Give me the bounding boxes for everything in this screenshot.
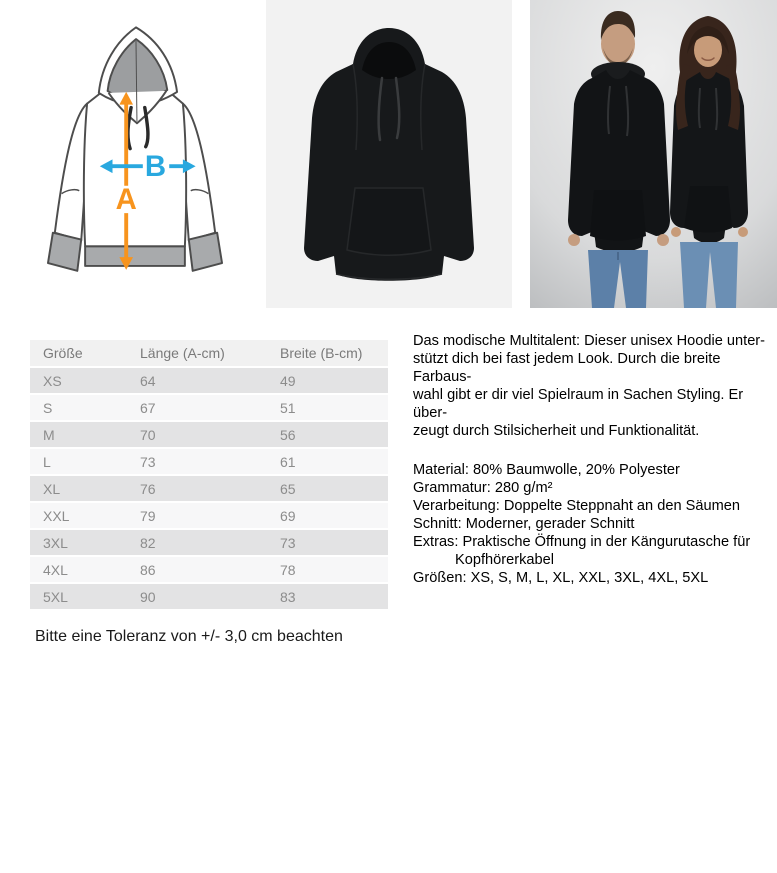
size-label: 3XL bbox=[43, 534, 68, 551]
size-label: XL bbox=[43, 480, 61, 497]
size-row-m bbox=[30, 422, 388, 447]
length-value: 70 bbox=[140, 426, 156, 443]
size-row-s bbox=[30, 395, 388, 420]
size-label: XXL bbox=[43, 507, 70, 524]
spec-verarbeitung: Verarbeitung: Doppelte Steppnaht an den Säumen bbox=[413, 498, 740, 514]
product-photo-black-hoodie bbox=[266, 0, 512, 308]
col-header-width: Breite (B-cm) bbox=[280, 345, 363, 361]
intro-line: Das modische Multitalent: Dieser unisex Hoodie unter- bbox=[413, 333, 766, 349]
tolerance-note: Bitte eine Toleranz von +/- 3,0 cm beachten bbox=[35, 628, 343, 645]
hoodie-outline-drawing bbox=[20, 0, 250, 308]
size-label: S bbox=[43, 399, 53, 416]
length-value: 76 bbox=[140, 480, 156, 497]
product-description bbox=[413, 332, 769, 587]
size-measurement-diagram bbox=[20, 0, 250, 308]
length-value: 73 bbox=[140, 453, 156, 470]
models-photo-couple bbox=[530, 0, 777, 308]
length-value: 90 bbox=[140, 588, 156, 605]
size-row-5xl bbox=[30, 584, 388, 609]
size-label: L bbox=[43, 453, 51, 470]
intro-line: wahl gibt er dir viel Spielraum in Sachen Styling. Er über- bbox=[413, 387, 744, 421]
width-value: 56 bbox=[280, 426, 296, 443]
description-specs bbox=[413, 461, 769, 587]
size-row-xxl bbox=[30, 503, 388, 528]
size-row-l bbox=[30, 449, 388, 474]
label-b: B bbox=[144, 150, 167, 183]
col-header-size: Größe bbox=[43, 345, 83, 361]
size-label: M bbox=[43, 426, 55, 443]
spec-grammatur: Grammatur: 280 g/m² bbox=[413, 480, 553, 496]
size-row-xs bbox=[30, 368, 388, 393]
spec-extras-continued: Kopfhörerkabel bbox=[455, 552, 554, 568]
left-cuff bbox=[48, 233, 81, 271]
width-value: 61 bbox=[280, 453, 296, 470]
width-value: 51 bbox=[280, 399, 296, 416]
description-intro bbox=[413, 332, 769, 440]
female-model bbox=[670, 16, 748, 308]
kangaroo-pocket bbox=[347, 188, 431, 255]
width-value: 78 bbox=[280, 561, 296, 578]
couple-wearing-hoodies-image bbox=[530, 0, 777, 308]
spec-groessen: Größen: XS, S, M, L, XL, XXL, 3XL, 4XL, 5XL bbox=[413, 570, 709, 586]
length-value: 86 bbox=[140, 561, 156, 578]
length-value: 67 bbox=[140, 399, 156, 416]
size-label: 5XL bbox=[43, 588, 68, 605]
width-value: 83 bbox=[280, 588, 296, 605]
intro-line: zeugt durch Stilsicherheit und Funktionalität. bbox=[413, 423, 700, 439]
length-value: 82 bbox=[140, 534, 156, 551]
width-value: 49 bbox=[280, 372, 296, 389]
size-row-xl bbox=[30, 476, 388, 501]
length-value: 64 bbox=[140, 372, 156, 389]
size-table bbox=[30, 340, 388, 611]
spec-extras: Extras: Praktische Öffnung in der Kängurutasche für bbox=[413, 534, 751, 550]
width-value: 65 bbox=[280, 480, 296, 497]
intro-line: stützt dich bei fast jedem Look. Durch die breite Farbaus- bbox=[413, 351, 721, 385]
spec-material: Material: 80% Baumwolle, 20% Polyester bbox=[413, 462, 680, 478]
hem-band bbox=[85, 246, 185, 266]
size-row-3xl bbox=[30, 530, 388, 555]
width-value: 73 bbox=[280, 534, 296, 551]
width-value: 69 bbox=[280, 507, 296, 524]
size-label: XS bbox=[43, 372, 62, 389]
length-value: 79 bbox=[140, 507, 156, 524]
label-a: A bbox=[115, 183, 137, 217]
col-header-length: Länge (A-cm) bbox=[140, 345, 225, 361]
size-table-header bbox=[30, 340, 388, 366]
size-label: 4XL bbox=[43, 561, 68, 578]
black-hoodie-image bbox=[266, 0, 512, 308]
spec-schnitt: Schnitt: Moderner, gerader Schnitt bbox=[413, 516, 635, 532]
right-cuff bbox=[189, 233, 222, 271]
size-row-4xl bbox=[30, 557, 388, 582]
